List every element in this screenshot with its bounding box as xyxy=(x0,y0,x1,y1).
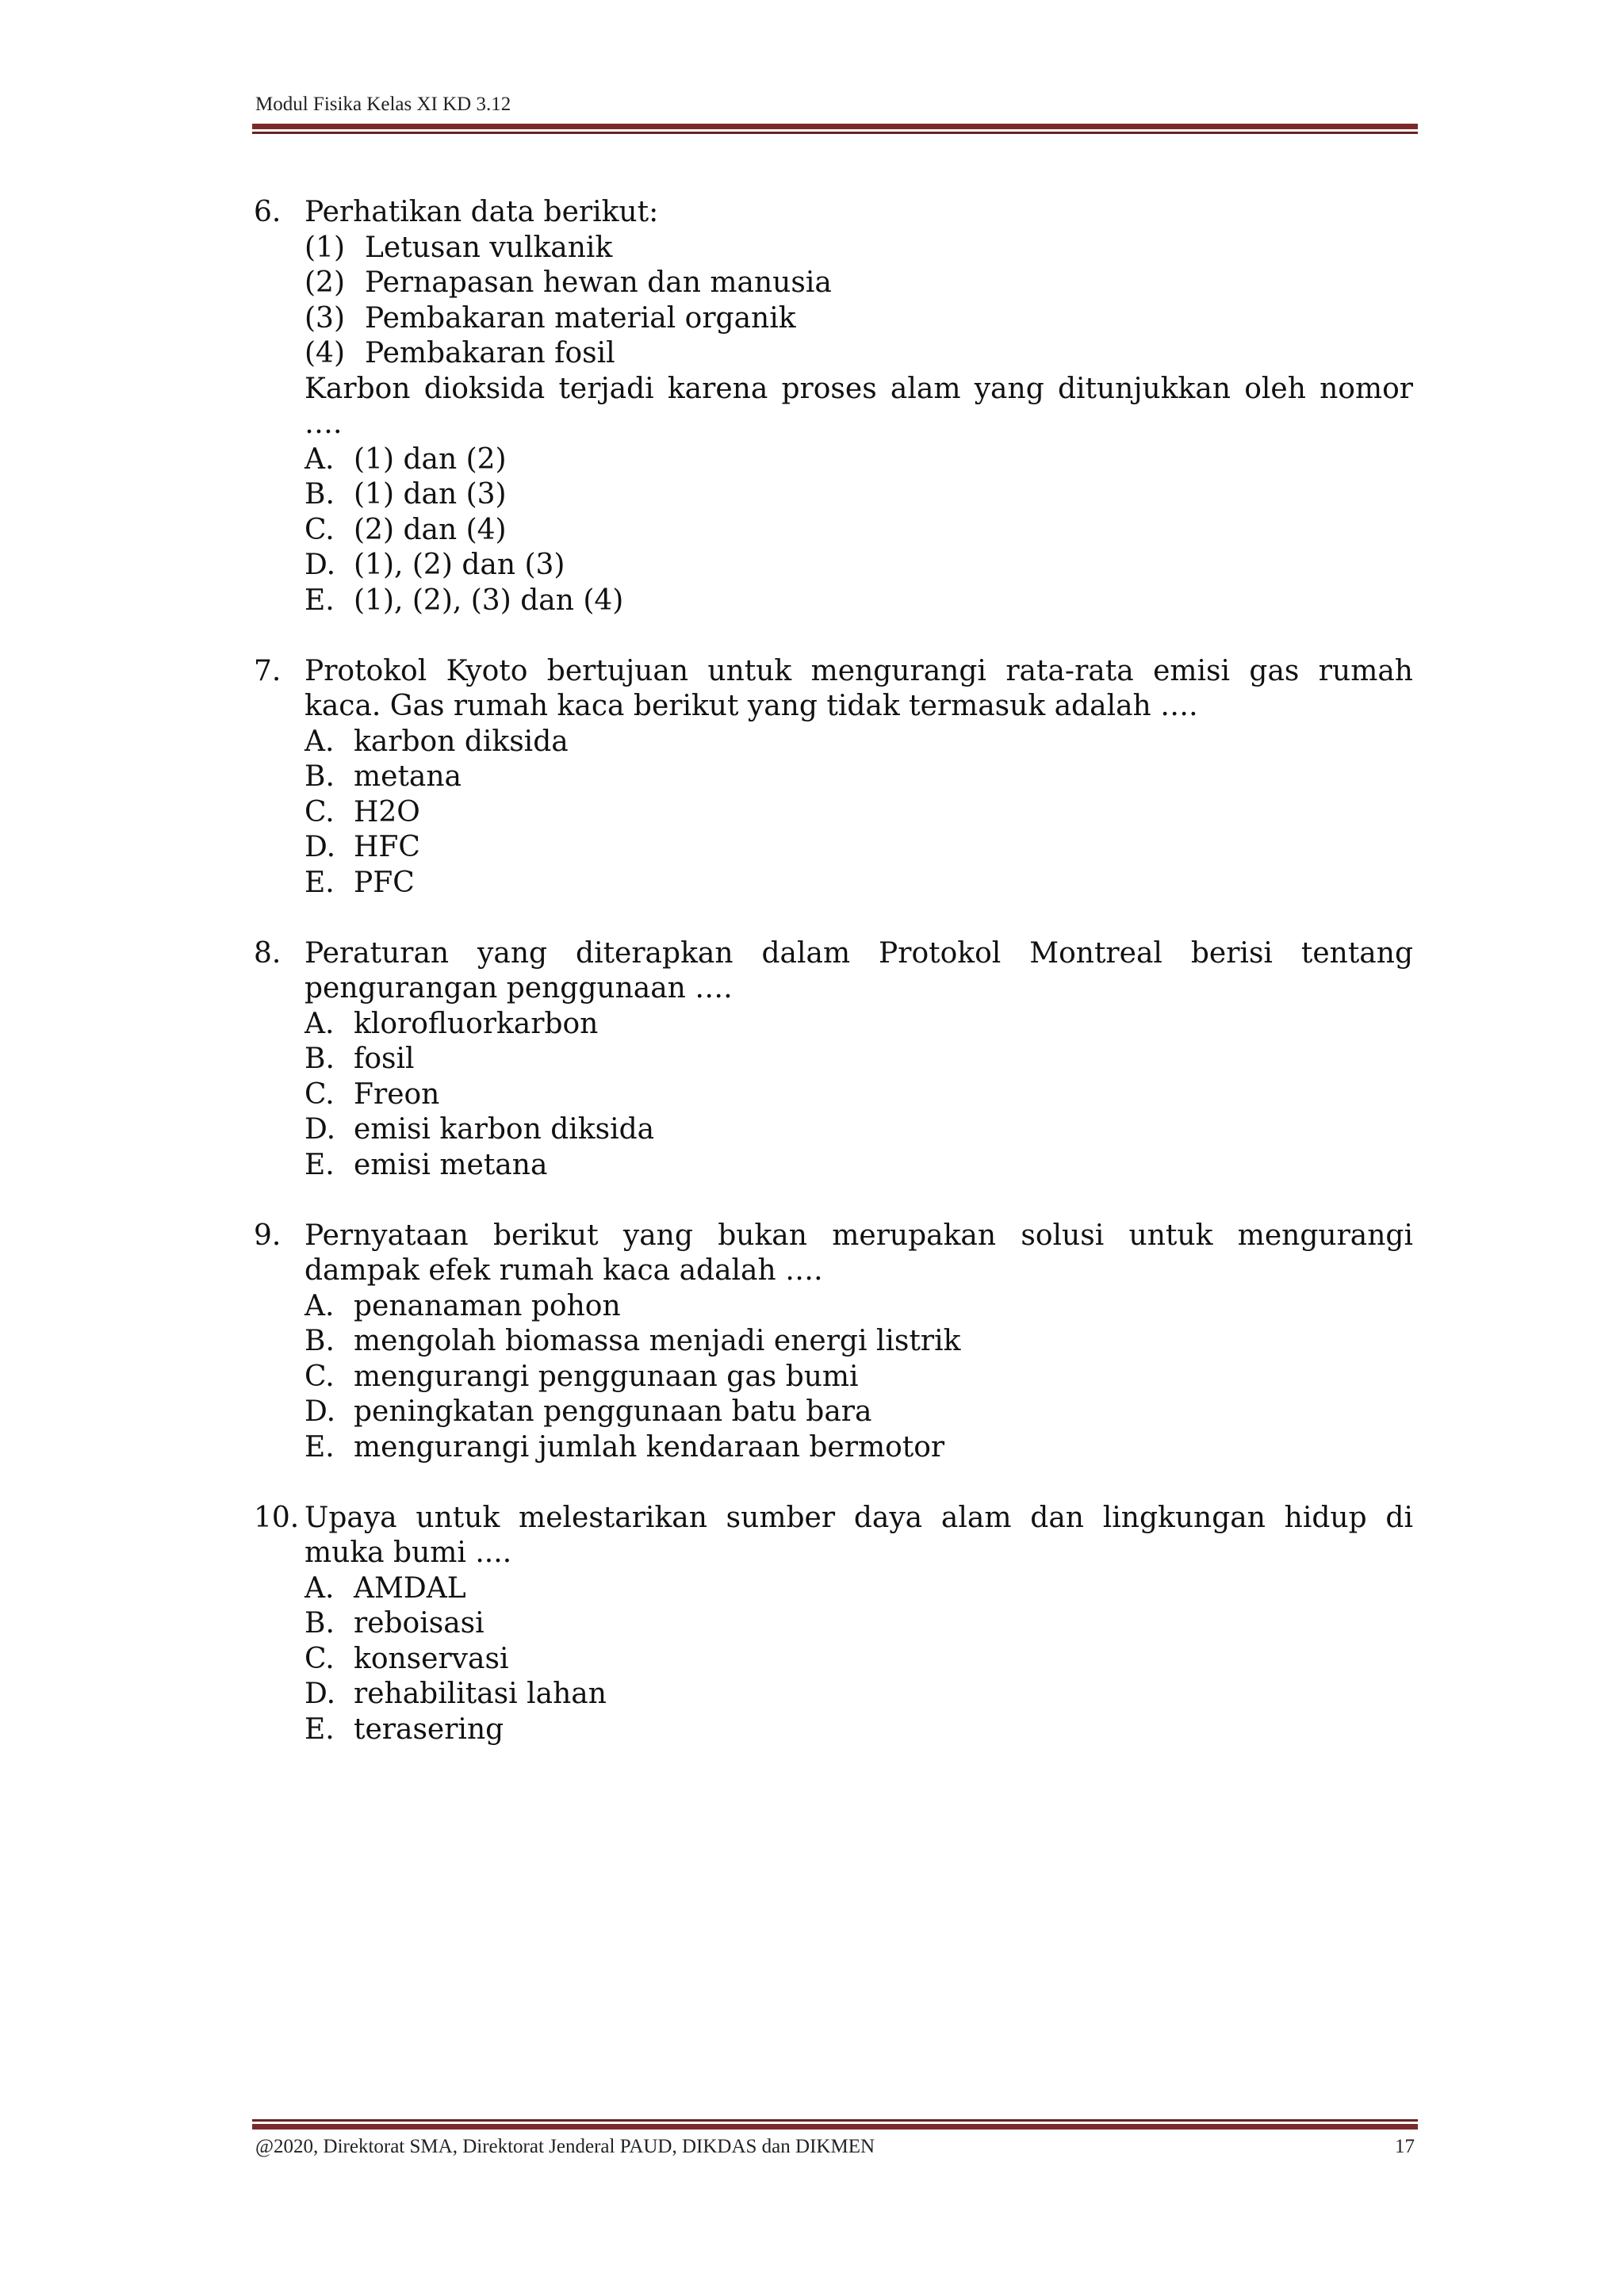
option-text: mengurangi jumlah kendaraan bermotor xyxy=(354,1430,945,1464)
question-number: 6. xyxy=(254,196,282,228)
statement-item xyxy=(304,336,1413,372)
footer-copyright: @2020, Direktorat SMA, Direktorat Jenderal PAUD, DIKDAS dan DIKMEN xyxy=(255,2136,875,2157)
answer-option xyxy=(304,1042,1413,1077)
answer-option xyxy=(304,725,1413,760)
question-text: Peraturan yang diterapkan dalam Protokol Montreal berisi tentang pengurangan penggunaan …. xyxy=(304,936,1413,1004)
statement-label: (4) xyxy=(304,337,345,369)
option-text: mengurangi penggunaan gas bumi xyxy=(354,1360,859,1393)
option-text: klorofluorkarbon xyxy=(354,1007,599,1040)
option-label: B. xyxy=(304,1325,335,1357)
option-text: (2) dan (4) xyxy=(354,513,507,546)
answer-option xyxy=(304,1712,1413,1748)
answer-option xyxy=(304,1148,1413,1184)
option-text: PFC xyxy=(354,866,415,899)
question-6 xyxy=(254,195,1413,618)
answer-option xyxy=(304,513,1413,549)
option-label: C. xyxy=(304,1077,335,1111)
footer-rule xyxy=(252,2119,1418,2130)
option-text: emisi metana xyxy=(354,1148,548,1181)
option-label: D. xyxy=(304,1678,336,1710)
option-label: A. xyxy=(304,1571,335,1605)
answer-option xyxy=(304,1289,1413,1325)
option-label: B. xyxy=(304,760,335,793)
question-8 xyxy=(254,936,1413,1184)
option-label: C. xyxy=(304,1642,335,1675)
option-text: (1), (2) dan (3) xyxy=(354,549,565,581)
question-text: Upaya untuk melestarikan sumber daya alam dan lingkungan hidup di muka bumi .... xyxy=(304,1501,1413,1569)
statement-label: (3) xyxy=(304,301,345,335)
answer-option xyxy=(304,1360,1413,1395)
answer-option xyxy=(304,1112,1413,1148)
option-text: (1) dan (3) xyxy=(354,478,507,511)
option-text: terasering xyxy=(354,1712,504,1746)
question-number: 8. xyxy=(254,936,282,970)
question-list xyxy=(254,195,1413,1783)
question-number: 7. xyxy=(254,654,282,687)
statement-item xyxy=(304,266,1413,301)
answer-option xyxy=(304,1642,1413,1678)
statement-item xyxy=(304,231,1413,266)
option-text: HFC xyxy=(354,831,420,863)
option-label: B. xyxy=(304,1043,335,1075)
option-text: rehabilitasi lahan xyxy=(354,1678,607,1710)
question-10 xyxy=(254,1501,1413,1748)
answer-option xyxy=(304,1606,1413,1642)
answer-option xyxy=(304,584,1413,619)
option-label: D. xyxy=(304,1395,336,1428)
statement-label: (2) xyxy=(304,266,345,299)
option-label: C. xyxy=(304,513,335,546)
option-text: penanaman pohon xyxy=(354,1289,621,1322)
statement-item xyxy=(304,301,1413,337)
option-label: E. xyxy=(304,866,335,899)
option-label: D. xyxy=(304,549,336,581)
answer-option xyxy=(304,1430,1413,1466)
answer-option xyxy=(304,477,1413,513)
answer-option xyxy=(304,548,1413,584)
answer-option xyxy=(304,442,1413,478)
answer-option xyxy=(304,1077,1413,1113)
statement-label: (1) xyxy=(304,231,345,264)
option-label: E. xyxy=(304,1712,335,1746)
option-label: E. xyxy=(304,1148,335,1181)
question-text: Protokol Kyoto bertujuan untuk mengurangi rata-rata emisi gas rumah kaca. Gas rumah kaca berikut yang tidak termasuk adalah …. xyxy=(304,654,1413,722)
answer-option xyxy=(304,1324,1413,1360)
option-text: (1), (2), (3) dan (4) xyxy=(354,584,624,617)
option-label: A. xyxy=(304,442,335,476)
option-text: H2O xyxy=(354,795,420,828)
question-number: 9. xyxy=(254,1219,282,1252)
answer-option xyxy=(304,1007,1413,1043)
answer-option xyxy=(304,866,1413,901)
answer-option xyxy=(304,1677,1413,1712)
option-text: AMDAL xyxy=(354,1571,466,1605)
option-text: mengolah biomassa menjadi energi listrik xyxy=(354,1325,961,1357)
question-text: Perhatikan data berikut: xyxy=(304,196,659,228)
option-text: fosil xyxy=(354,1043,415,1075)
option-text: konservasi xyxy=(354,1642,509,1675)
option-text: Freon xyxy=(354,1077,440,1111)
page-header-title: Modul Fisika Kelas XI KD 3.12 xyxy=(255,94,511,115)
answer-option xyxy=(304,1395,1413,1430)
option-label: B. xyxy=(304,1607,335,1640)
question-prompt: Karbon dioksida terjadi karena proses alam yang ditunjukkan oleh nomor …. xyxy=(304,372,1413,440)
option-label: B. xyxy=(304,478,335,511)
statement-text: Pembakaran fosil xyxy=(365,337,615,369)
answer-option xyxy=(304,830,1413,866)
option-label: A. xyxy=(304,1289,335,1322)
page-number: 17 xyxy=(1395,2136,1415,2157)
option-label: C. xyxy=(304,795,335,828)
option-text: reboisasi xyxy=(354,1607,485,1640)
statement-text: Letusan vulkanik xyxy=(365,231,613,264)
option-label: E. xyxy=(304,1430,335,1464)
option-text: emisi karbon diksida xyxy=(354,1113,655,1146)
option-label: D. xyxy=(304,831,336,863)
answer-option xyxy=(304,1571,1413,1607)
question-number: 10. xyxy=(254,1501,300,1534)
header-rule xyxy=(252,124,1418,134)
option-label: D. xyxy=(304,1113,336,1146)
statement-text: Pernapasan hewan dan manusia xyxy=(365,266,832,299)
option-text: metana xyxy=(354,760,462,793)
question-9 xyxy=(254,1219,1413,1466)
option-text: karbon diksida xyxy=(354,725,569,758)
answer-option xyxy=(304,795,1413,831)
option-label: A. xyxy=(304,1007,335,1040)
question-7 xyxy=(254,654,1413,901)
statement-text: Pembakaran material organik xyxy=(365,301,796,335)
option-label: A. xyxy=(304,725,335,758)
option-text: (1) dan (2) xyxy=(354,442,507,476)
answer-option xyxy=(304,760,1413,795)
option-text: peningkatan penggunaan batu bara xyxy=(354,1395,872,1428)
option-label: C. xyxy=(304,1360,335,1393)
question-text: Pernyataan berikut yang bukan merupakan solusi untuk mengurangi dampak efek rumah kaca adalah …. xyxy=(304,1219,1413,1287)
option-label: E. xyxy=(304,584,335,617)
